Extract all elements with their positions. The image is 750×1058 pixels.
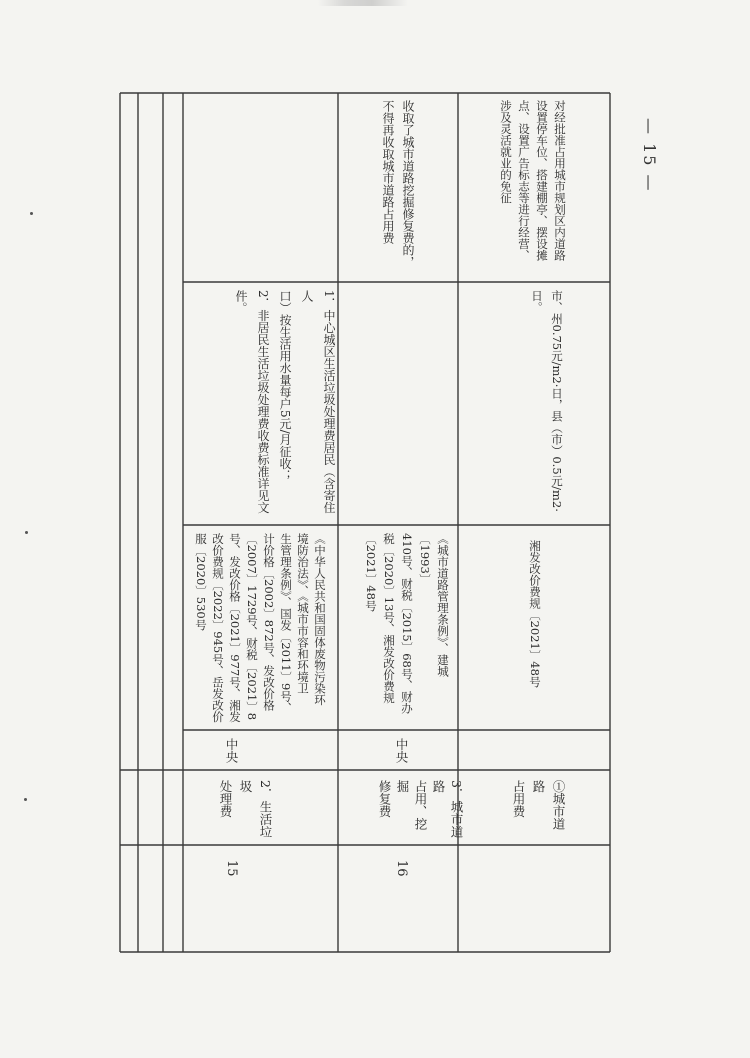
row-16-basis: 《城市道路管理条例》、建城〔1993〕 410号、财税〔2015〕68号、财办 税〔2020〕13号、湘发改价费规 〔2021〕48号 <box>364 533 450 714</box>
row-16-seq: 16 <box>394 860 409 877</box>
scan-speck <box>25 531 28 534</box>
row-16a-basis: 湘发改价费规〔2021〕48号 <box>528 540 542 688</box>
row-15-item: 2．生活垃圾 处理费 <box>218 780 273 838</box>
row-16-item: 3．城市道路 占用、挖掘 修复费 <box>377 780 464 838</box>
row-16a-remark: 对经批准占用城市规划区内道路 设置停车位、搭建棚亭、摆设摊 点、设置广告标志等进行经营、 涉及灵活就业的免征 <box>499 100 567 261</box>
page-number: — 15 — <box>640 118 659 193</box>
row-16-level: 中央 <box>394 738 409 763</box>
scan-speck <box>24 798 27 801</box>
row-16a-standard: 市、州0.75元/m2·日，县（市）0.5元/m2·日。 <box>530 290 564 512</box>
row-16-remark: 收取了城市道路挖掘修复费的， 不得再收取城市道路占用费 <box>381 100 415 268</box>
row-16a-item: ①城市道路 占用费 <box>511 780 566 830</box>
row-15-seq: 15 <box>224 860 239 877</box>
scan-speck <box>30 212 33 215</box>
row-15-standard: 1．中心城区生活垃圾处理费居民（含寄住人 口）按生活用水量每户5元/月征收； 2．非居民生活垃圾处理费收费标准详见文 件。 <box>234 290 336 514</box>
row-15-basis: 《中华人民共和国固体废物污染环 境防治法》、《城市市容和环境卫 生管理条例》、国发〔2011〕9号、 计价格〔2002〕872号、发改价格 〔2007〕1729号、财税〔2021〕8 号、发改价格〔2021〕977号、湘发 改价费规〔2022〕945号、岳发改价 服〔2020〕530号 <box>194 533 327 723</box>
row-15-level: 中央 <box>224 738 239 763</box>
